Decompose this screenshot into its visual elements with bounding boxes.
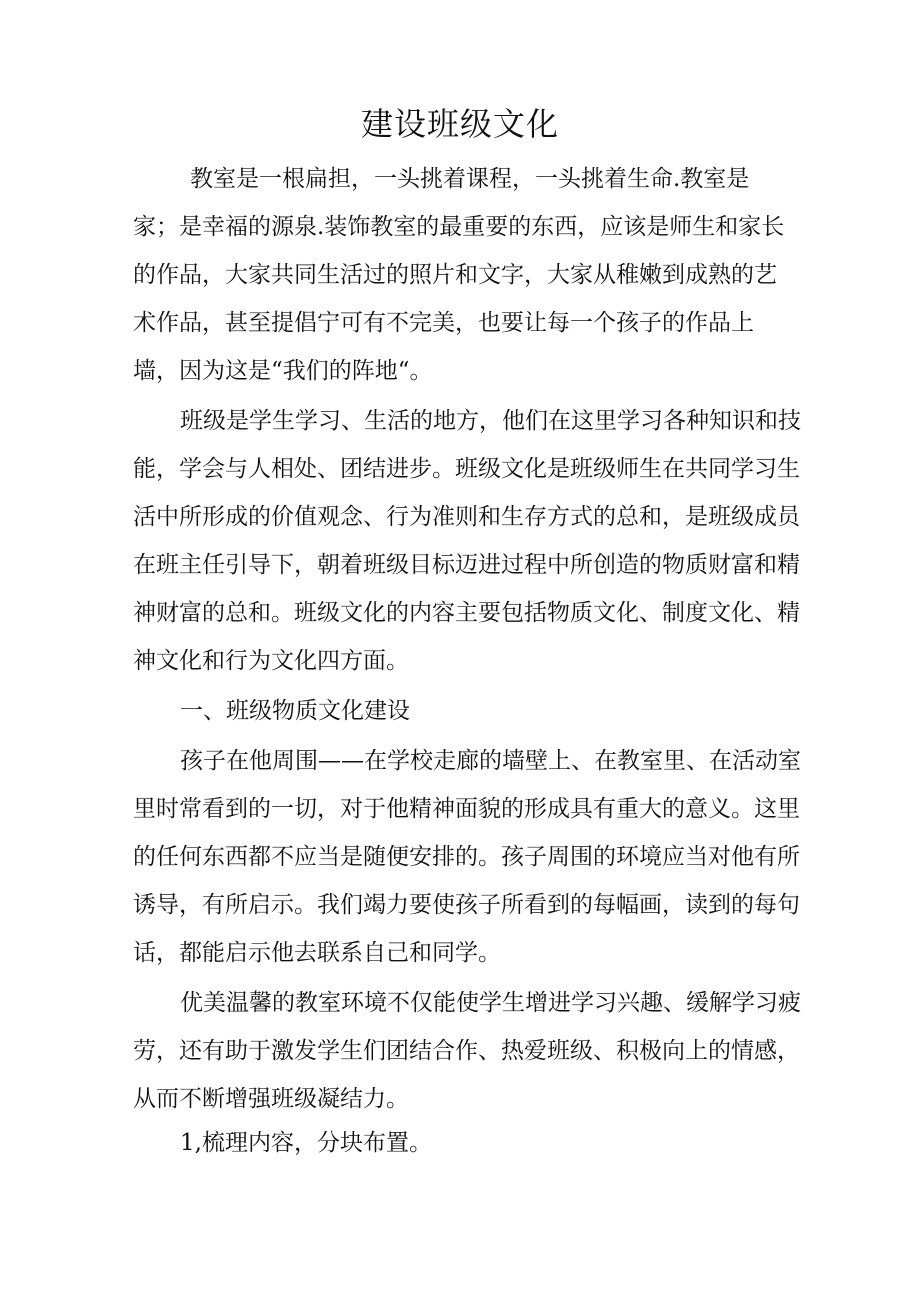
paragraph-1-line-2: 家；是幸福的源泉.装饰教室的最重要的东西，应该是师生和家长	[133, 214, 785, 240]
paragraph-1-line-4: 术作品，甚至提倡宁可有不完美，也要让每一个孩子的作品上	[133, 310, 754, 336]
paragraph-3-line-3: 的任何东西都不应当是随便安排的。孩子周围的环境应当对他有所	[133, 844, 800, 870]
paragraph-2-line-6: 神文化和行为文化四方面。	[133, 648, 409, 674]
paragraph-3-line-2: 里时常看到的一切，对于他精神面貌的形成具有重大的意义。这里	[133, 796, 800, 822]
paragraph-4-line-3: 从而不断增强班级凝结力。	[133, 1086, 409, 1112]
paragraph-1-line-3: 的作品，大家共同生活过的照片和文字，大家从稚嫩到成熟的艺	[133, 262, 777, 288]
document-title: 建设班级文化	[360, 105, 559, 143]
paragraph-4-line-2: 劳，还有助于激发学生们团结合作、热爱班级、积极向上的情感，	[133, 1038, 800, 1064]
paragraph-1-line-5: 墙，因为这是“我们的阵地“。	[133, 358, 433, 384]
paragraph-1-line-1: 教室是一根扁担，一头挑着课程，一头挑着生命.教室是	[190, 166, 750, 192]
paragraph-3-line-4: 诱导，有所启示。我们竭力要使孩子所看到的每幅画，读到的每句	[133, 892, 800, 918]
paragraph-3-line-1: 孩子在他周围——在学校走廊的墙壁上、在教室里、在活动室	[180, 748, 801, 774]
paragraph-2-line-1: 班级是学生学习、生活的地方，他们在这里学习各种知识和技	[180, 408, 801, 434]
paragraph-3-line-5: 话，都能启示他去联系自己和同学。	[133, 940, 501, 966]
section-heading: 一、班级物质文化建设	[180, 698, 410, 724]
paragraph-2-line-2: 能，学会与人相处、团结进步。班级文化是班级师生在共同学习生	[133, 456, 800, 482]
paragraph-2-line-4: 在班主任引导下，朝着班级目标迈进过程中所创造的物质财富和精	[133, 552, 800, 578]
paragraph-4-line-1: 优美温馨的教室环境不仅能使学生增进学习兴趣、缓解学习疲	[180, 990, 801, 1016]
list-item-1: 1,梳理内容，分块布置。	[180, 1130, 432, 1156]
paragraph-2-line-3: 活中所形成的价值观念、行为准则和生存方式的总和，是班级成员	[133, 504, 800, 530]
paragraph-2-line-5: 神财富的总和。班级文化的内容主要包括物质文化、制度文化、精	[133, 600, 800, 626]
